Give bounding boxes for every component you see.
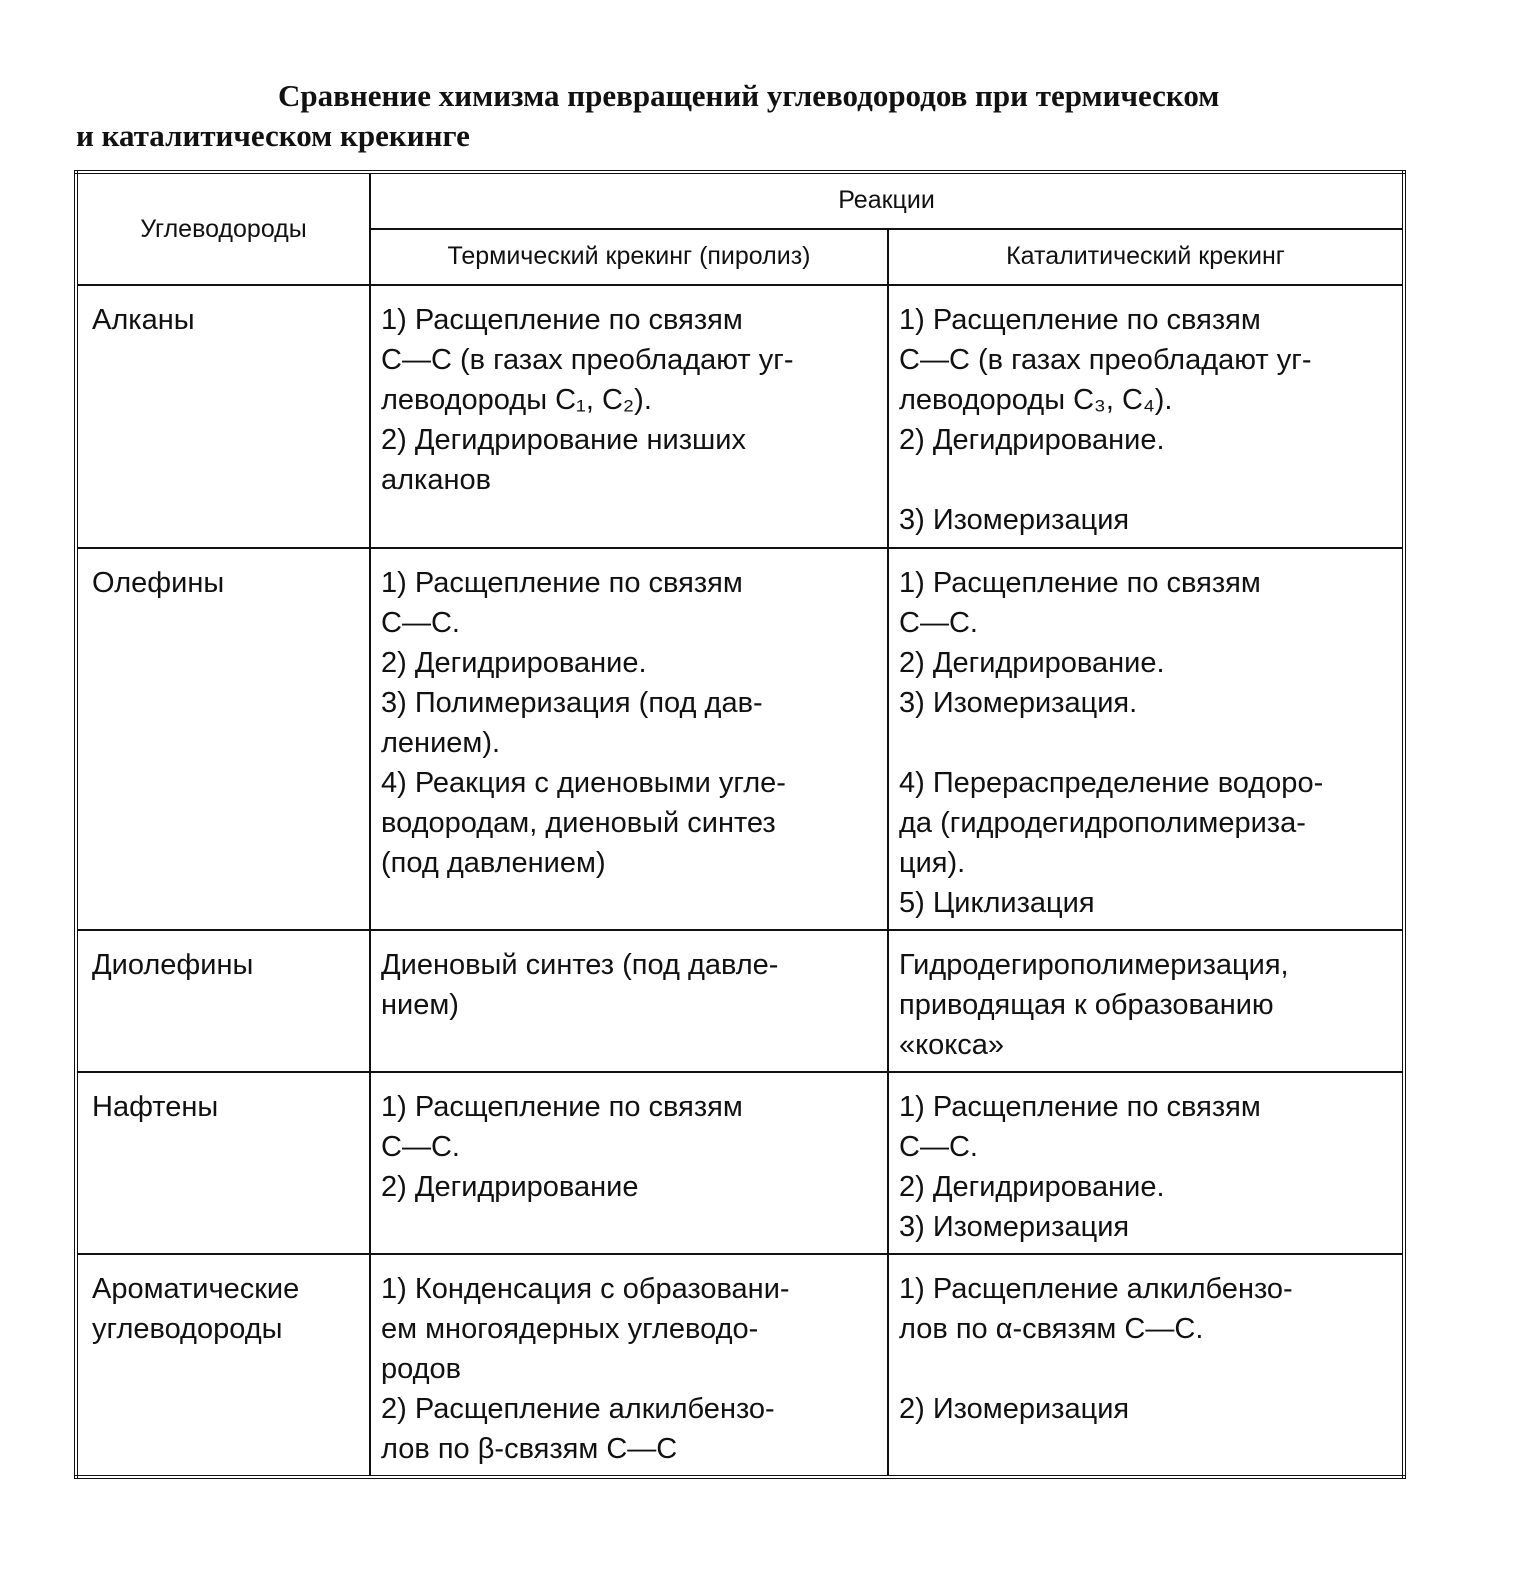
table-row (76, 1254, 1404, 1477)
title-line-1: Сравнение химизма превращений углеводородов при термическом (278, 78, 1220, 113)
cell-gap (899, 460, 1392, 500)
cell-line: С—С. (381, 1131, 460, 1163)
cell-line: Олефины (92, 567, 225, 599)
cell-line: леводороды С₃, С₄). (899, 384, 1173, 416)
cell-line: углеводороды (92, 1313, 283, 1345)
cell-line: лов по β-связям С—С (381, 1433, 678, 1465)
cell-line: Диолефины (92, 949, 254, 981)
header-thermal-cracking: Термический крекинг (пиролиз) (370, 229, 888, 286)
cell-line: 5) Циклизация (899, 887, 1095, 919)
cell-line: «кокса» (899, 1029, 1005, 1061)
header-hydrocarbons: Углеводороды (76, 172, 370, 285)
cell-line: 1) Расщепление по связям (381, 304, 743, 336)
table-row (76, 285, 1404, 548)
catalytic-reactions-cell (888, 1254, 1404, 1477)
row-name-cell (76, 548, 370, 930)
cell-line: Нафтены (92, 1091, 219, 1123)
thermal-reactions-cell (370, 1072, 888, 1254)
cell-line: 4) Реакция с диеновыми угле- (381, 767, 786, 799)
header-reactions: Реакции (370, 172, 1404, 229)
cell-line: 4) Перераспределение водоро- (899, 767, 1324, 799)
cell-line: алканов (381, 464, 492, 496)
row-name-cell (76, 1254, 370, 1477)
cell-line: да (гидродегидрополимериза- (899, 807, 1306, 839)
cell-line: 3) Изомеризация (899, 1211, 1130, 1243)
table-row (76, 548, 1404, 930)
thermal-reactions-cell (370, 285, 888, 548)
cell-line: 2) Изомеризация (899, 1393, 1130, 1425)
cell-line: Ароматические (92, 1273, 300, 1305)
cell-line: 1) Расщепление по связям (899, 567, 1261, 599)
cell-line: Диеновый синтез (под давле- (381, 949, 779, 981)
catalytic-reactions-cell (888, 548, 1404, 930)
cell-line: лов по α-связям С—С. (899, 1313, 1204, 1345)
cell-line: 2) Дегидрирование. (899, 647, 1165, 679)
cell-line: родов (381, 1353, 462, 1385)
cell-line: 3) Изомеризация (899, 504, 1130, 536)
cell-line: С—С. (899, 1131, 978, 1163)
cell-line: 2) Дегидрирование низших (381, 424, 746, 456)
title-line-2: и каталитическом крекинге (76, 118, 470, 153)
cell-line: 1) Расщепление по связям (899, 304, 1261, 336)
cell-line: С—С (в газах преобладают уг- (899, 344, 1312, 376)
cell-line: 2) Дегидрирование (381, 1171, 639, 1203)
cell-gap (899, 723, 1392, 763)
cell-line: Алканы (92, 304, 195, 336)
comparison-table (74, 170, 1406, 1479)
cell-gap (899, 1349, 1392, 1389)
cell-line: лением). (381, 727, 501, 759)
cell-line: водородам, диеновый синтез (381, 807, 776, 839)
header-catalytic-cracking: Каталитический крекинг (888, 229, 1404, 286)
cell-line: 1) Расщепление по связям (381, 1091, 743, 1123)
thermal-reactions-cell (370, 1254, 888, 1477)
table-body (76, 285, 1404, 1477)
catalytic-reactions-cell (888, 285, 1404, 548)
cell-line: С—С. (899, 607, 978, 639)
thermal-reactions-cell (370, 548, 888, 930)
row-name-cell (76, 285, 370, 548)
cell-line: 2) Расщепление алкилбензо- (381, 1393, 775, 1425)
cell-line: 3) Полимеризация (под дав- (381, 687, 763, 719)
table-row (76, 930, 1404, 1072)
cell-line: 2) Дегидрирование. (899, 1171, 1165, 1203)
thermal-reactions-cell (370, 930, 888, 1072)
cell-line: 2) Дегидрирование. (899, 424, 1165, 456)
cell-line: ем многоядерных углеводо- (381, 1313, 759, 1345)
cell-line: 1) Расщепление алкилбензо- (899, 1273, 1293, 1305)
row-name-cell (76, 930, 370, 1072)
cell-line: ция). (899, 847, 966, 879)
cell-line: 1) Расщепление по связям (381, 567, 743, 599)
cell-line: 2) Дегидрирование. (381, 647, 647, 679)
cell-line: Гидродегирополимеризация, (899, 949, 1289, 981)
cell-line: 1) Расщепление по связям (899, 1091, 1261, 1123)
table-row (76, 1072, 1404, 1254)
row-name-cell (76, 1072, 370, 1254)
catalytic-reactions-cell (888, 1072, 1404, 1254)
cell-line: 3) Изомеризация. (899, 687, 1138, 719)
catalytic-reactions-cell (888, 930, 1404, 1072)
document-title (76, 76, 1376, 156)
cell-line: С—С (в газах преобладают уг- (381, 344, 794, 376)
cell-line: нием) (381, 989, 459, 1021)
cell-line: С—С. (381, 607, 460, 639)
cell-line: 1) Конденсация с образовани- (381, 1273, 790, 1305)
cell-line: леводороды С₁, С₂). (381, 384, 652, 416)
cell-line: приводящая к образованию (899, 989, 1274, 1021)
cell-line: (под давлением) (381, 847, 606, 879)
table-header (76, 172, 1404, 285)
